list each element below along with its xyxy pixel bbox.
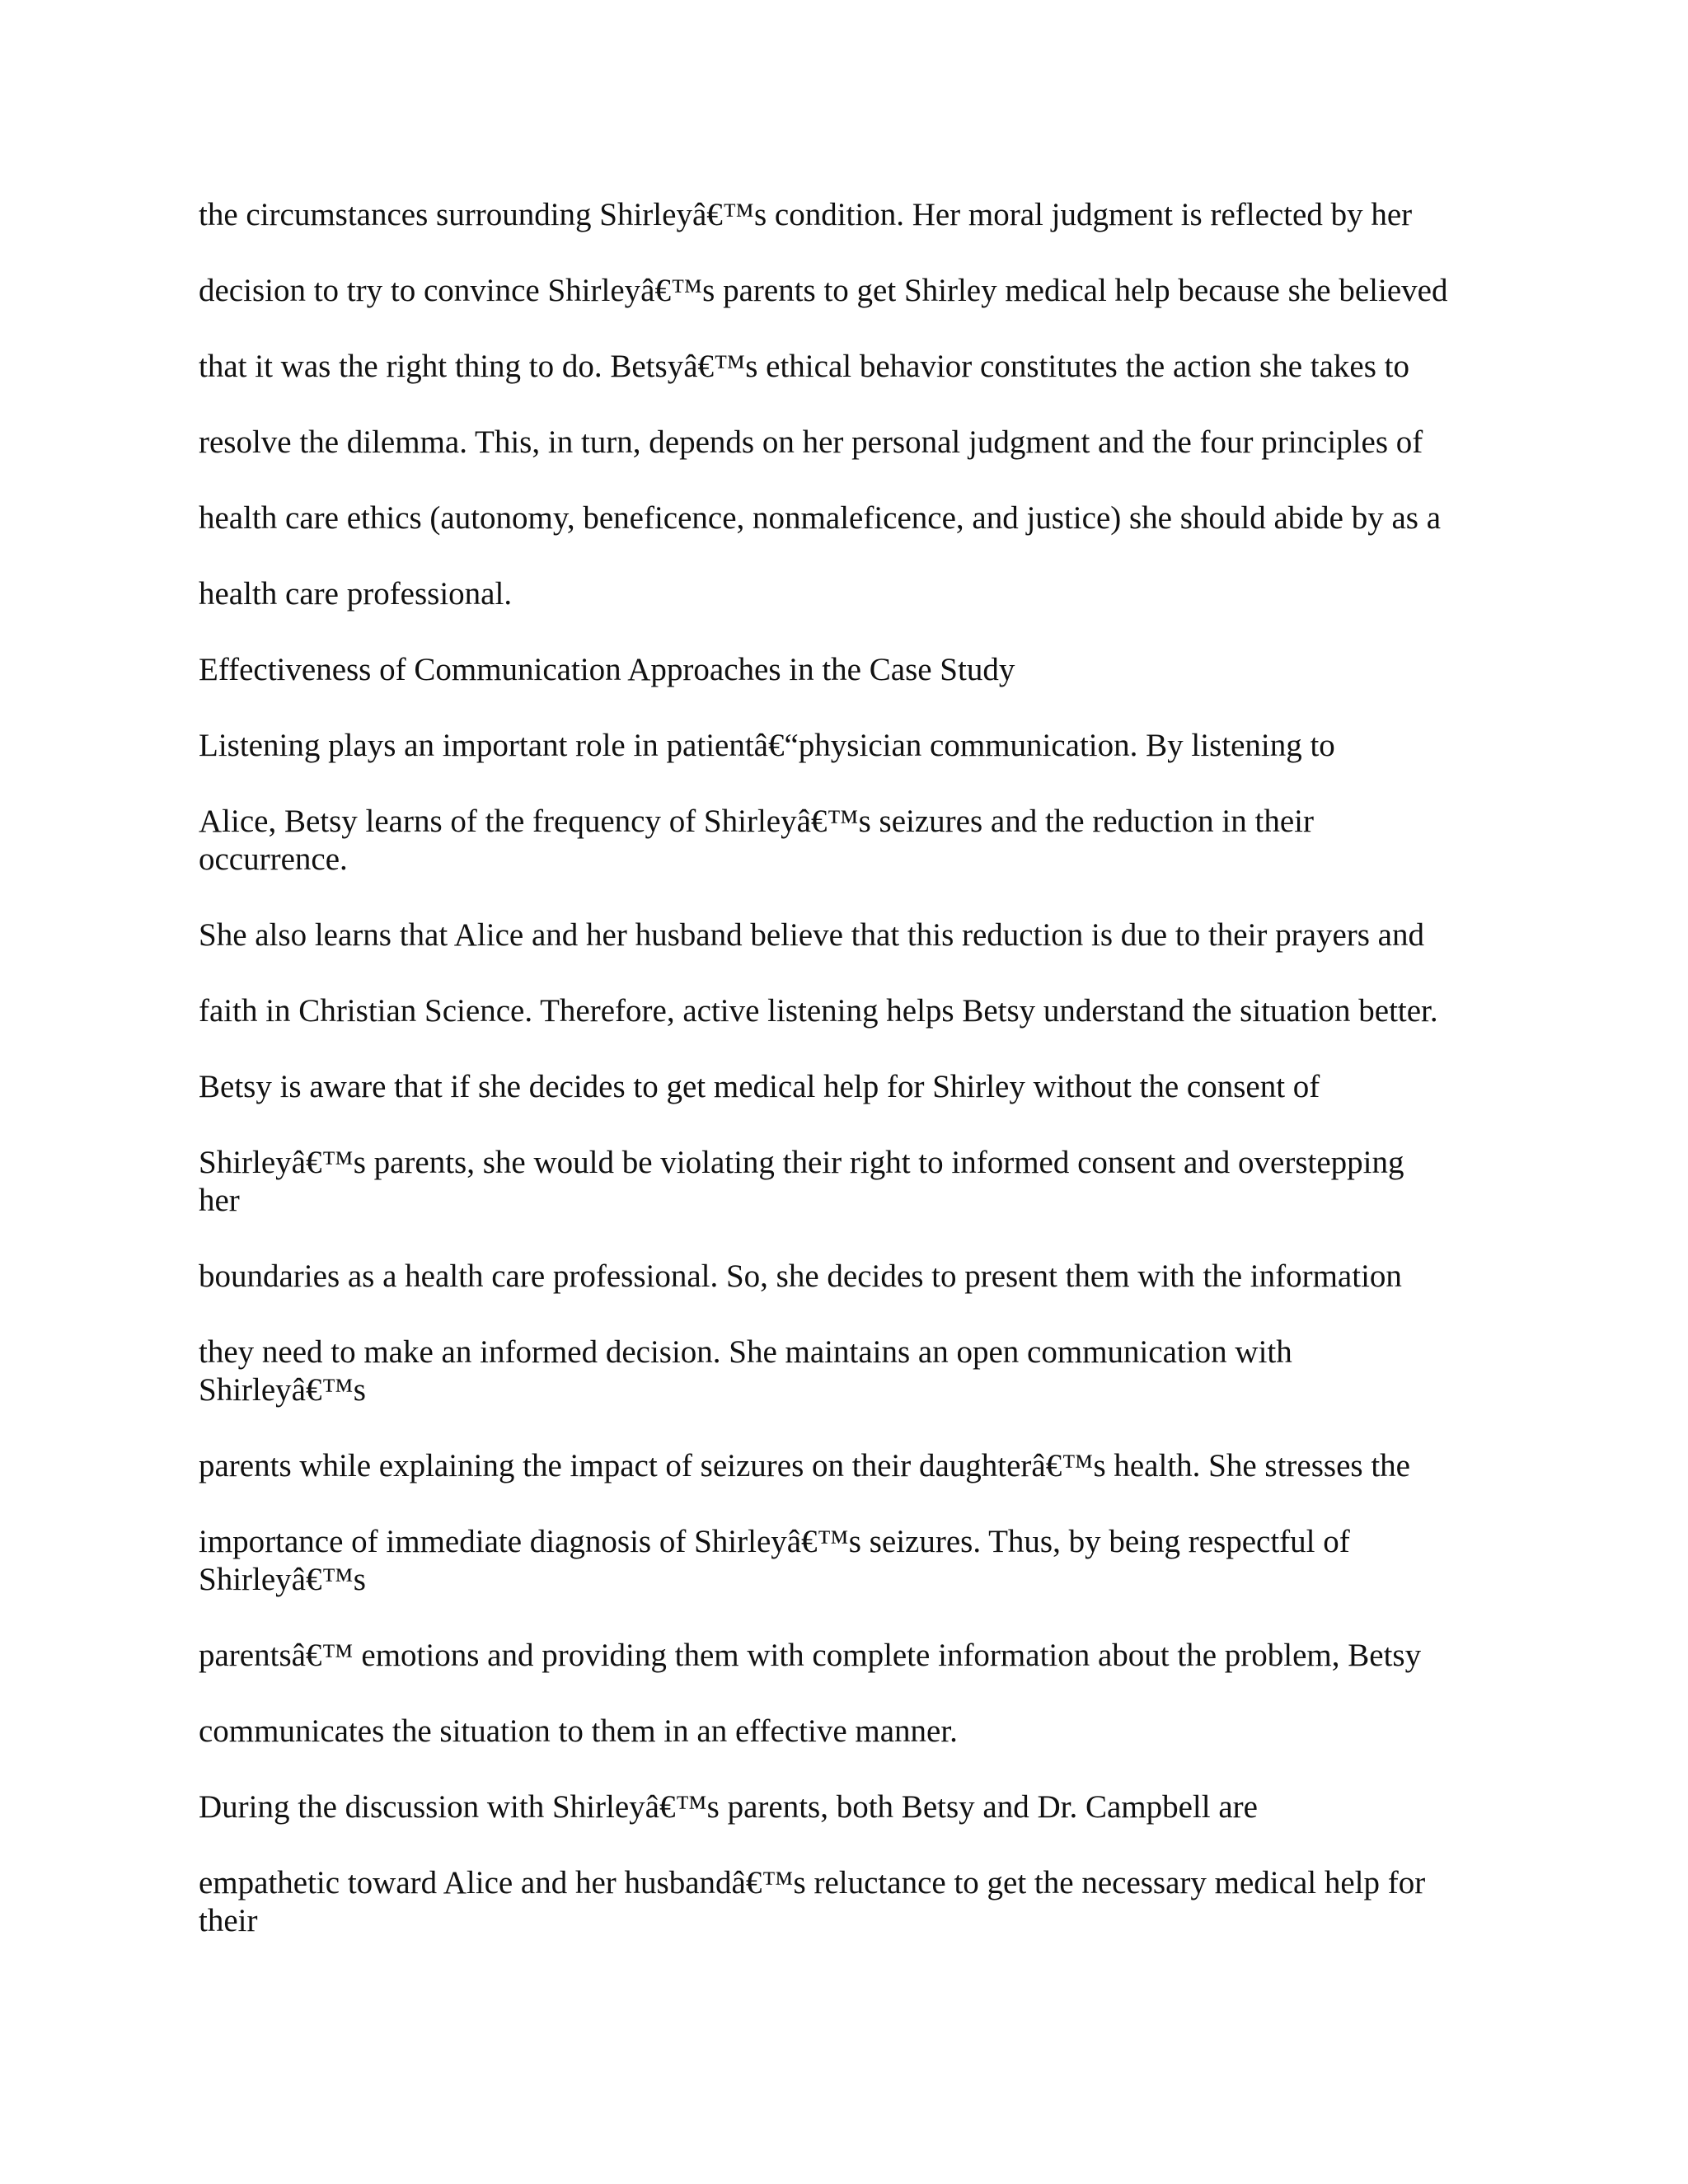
text-line: faith in Christian Science. Therefore, active listening helps Betsy understand the situation better. xyxy=(199,993,1438,1029)
text-line: their xyxy=(199,1903,258,1938)
text-line: resolve the dilemma. This, in turn, depends on her personal judgment and the four principles of xyxy=(199,424,1423,460)
text-line: health care ethics (autonomy, beneficence, nonmaleficence, and justice) she should abide by as a xyxy=(199,500,1442,536)
text-line: they need to make an informed decision. She maintains an open communication with xyxy=(199,1334,1292,1370)
text-line: Listening plays an important role in patientâ€“physician communication. By listening to xyxy=(199,728,1335,763)
text-line: parentsâ€™ emotions and providing them with complete information about the problem, Betsy xyxy=(199,1638,1422,1673)
text-line: her xyxy=(199,1183,240,1218)
text-line: Betsy is aware that if she decides to get medical help for Shirley without the consent of xyxy=(199,1069,1320,1104)
text-line: Shirleyâ€™s xyxy=(199,1372,366,1408)
text-line: empathetic toward Alice and her husbandâ€™s reluctance to get the necessary medical help for xyxy=(199,1865,1426,1900)
text-line: importance of immediate diagnosis of Shirleyâ€™s seizures. Thus, by being respectful of xyxy=(199,1524,1350,1559)
text-line: Alice, Betsy learns of the frequency of Shirleyâ€™s seizures and the reduction in their xyxy=(199,804,1314,839)
text-line: occurrence. xyxy=(199,841,348,877)
text-line: that it was the right thing to do. Betsyâ€™s ethical behavior constitutes the action she takes to xyxy=(199,349,1409,384)
text-line: the circumstances surrounding Shirleyâ€™s condition. Her moral judgment is reflected by her xyxy=(199,197,1413,232)
text-line: parents while explaining the impact of seizures on their daughterâ€™s health. She stresses the xyxy=(199,1448,1410,1483)
text-line: boundaries as a health care professional. So, she decides to present them with the information xyxy=(199,1258,1402,1294)
text-line: Shirleyâ€™s xyxy=(199,1562,366,1597)
text-line: During the discussion with Shirleyâ€™s parents, both Betsy and Dr. Campbell are xyxy=(199,1789,1258,1825)
text-line: Shirleyâ€™s parents, she would be violating their right to informed consent and overstepping xyxy=(199,1145,1404,1180)
section-heading: Effectiveness of Communication Approaches in the Case Study xyxy=(199,652,1015,687)
text-line: health care professional. xyxy=(199,576,513,612)
text-line: She also learns that Alice and her husband believe that this reduction is due to their prayers and xyxy=(199,917,1424,953)
text-line: communicates the situation to them in an effective manner. xyxy=(199,1713,958,1749)
text-line: decision to try to convince Shirleyâ€™s parents to get Shirley medical help because she believed xyxy=(199,273,1448,308)
